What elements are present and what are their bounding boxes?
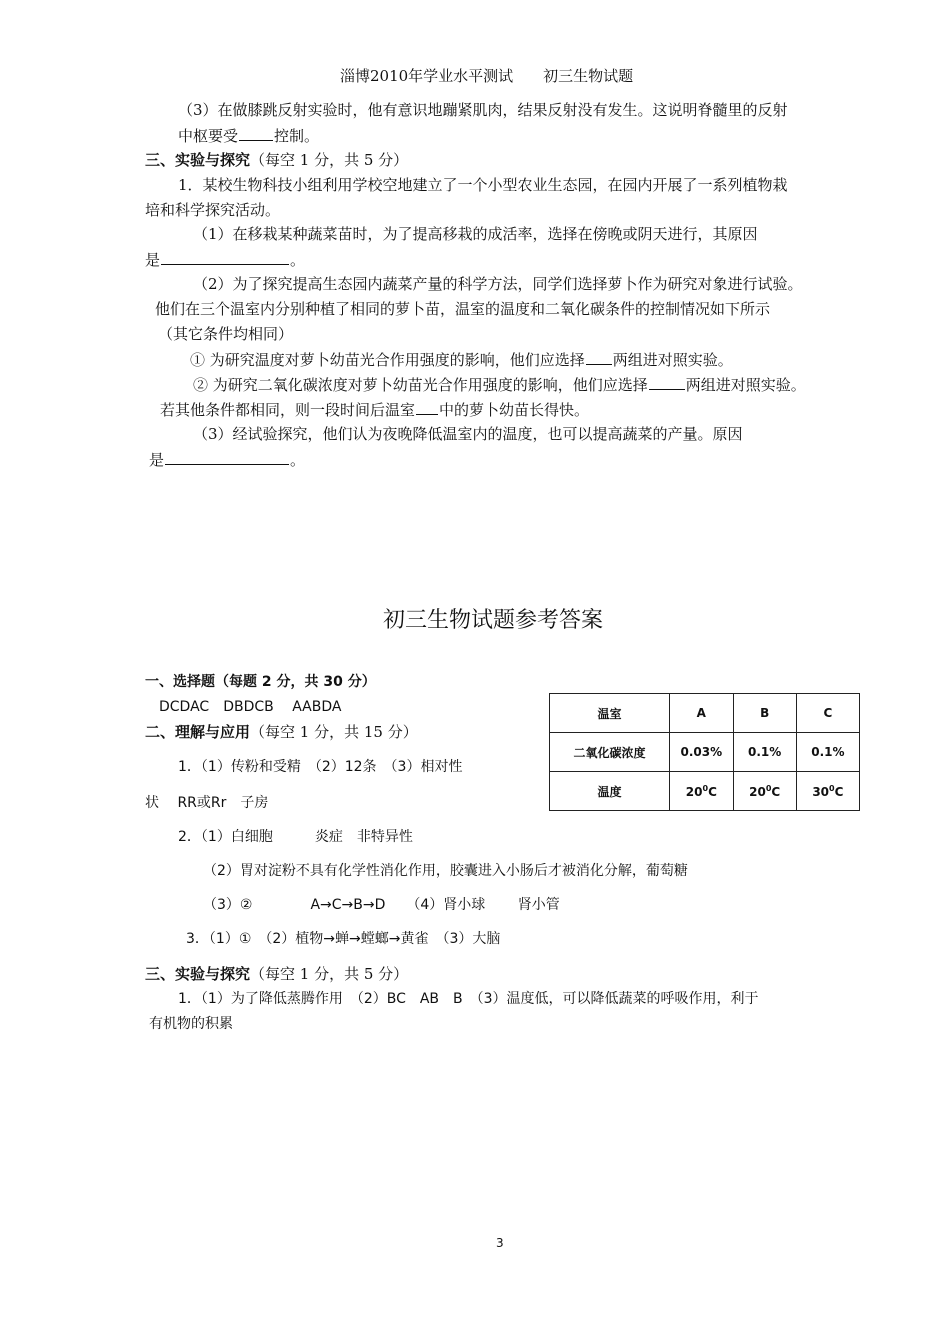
answer-a1-line2: 状 RR或Rr 子房 <box>145 795 269 811</box>
table-row-label: 温度 <box>550 772 670 811</box>
exam-p1-q2-line3: （其它条件均相同） <box>158 325 294 343</box>
exam-p1-q1-line1: （1）在移栽某种蔬菜苗时，为了提高移栽的成活率，选择在傍晚或阴天进行，其原因 <box>193 225 758 243</box>
exam-p1-q3-line2: 是 。 <box>149 451 306 469</box>
answer-key-title: 初三生物试题参考答案 <box>383 608 604 633</box>
table-header-cell: C <box>796 694 859 733</box>
exam-p1-sub3: 若其他条件都相同，则一段时间后温室 中的萝卜幼苗长得快。 <box>160 401 590 419</box>
answer-blank <box>165 449 289 465</box>
exam-q3-line2: 中枢要受 控制。 <box>178 127 320 145</box>
exam-section3-heading: 三、实验与探究（每空 1 分，共 5 分） <box>145 151 409 169</box>
page-header: 淄博2010年学业水平测试 初三生物试题 <box>340 67 634 85</box>
table-cell: $20^0C$ <box>733 772 796 811</box>
answer-a1-line1: 1．（1）传粉和受精 （2）12条 （3）相对性 <box>178 759 463 775</box>
exam-p1-q2-line2: 他们在三个温室内分别种植了相同的萝卜苗，温室的温度和二氧化碳条件的控制情况如下所示 <box>155 300 771 318</box>
table-row <box>550 772 860 811</box>
answer-b1-line2: 有机物的积累 <box>149 1016 233 1032</box>
table-cell: 0.1% <box>796 733 859 772</box>
table-cell: $20^0C$ <box>670 772 733 811</box>
table-header-cell: B <box>733 694 796 733</box>
table-cell: 0.1% <box>733 733 796 772</box>
table-cell: 0.03% <box>670 733 733 772</box>
answer-blank <box>239 125 273 141</box>
answer-a2-line1: 2．（1）白细胞 炎症 非特异性 <box>178 829 413 845</box>
table-header-cell: 温室 <box>550 694 670 733</box>
answer-a2-line3: （3）② A→C→B→D （4）肾小球 肾小管 <box>203 897 560 913</box>
exam-p1-sub2: ② 为研究二氧化碳浓度对萝卜幼苗光合作用强度的影响，他们应选择 两组进对照实验。 <box>193 376 806 394</box>
answer-blank <box>161 249 289 265</box>
exam-p1-q3-line1: （3）经试验探究，他们认为夜晚降低温室内的温度，也可以提高蔬菜的产量。原因 <box>193 425 743 443</box>
answer-blank <box>586 349 612 365</box>
answer-section1-answers: DCDAC DBDCB AABDA <box>159 699 342 715</box>
table-header-cell: A <box>670 694 733 733</box>
exam-p1-q1-line2: 是 。 <box>145 251 306 269</box>
exam-p1-line1: 1．某校生物科技小组利用学校空地建立了一个小型农业生态园，在园内开展了一系列植物栽 <box>178 176 788 194</box>
answer-b1-line1: 1．（1）为了降低蒸腾作用 （2）BC AB B （3）温度低，可以降低蔬菜的呼吸作用，利于 <box>178 991 759 1007</box>
page-number: 3 <box>496 1236 504 1250</box>
answer-section3-heading: 三、实验与探究（每空 1 分，共 5 分） <box>145 965 409 983</box>
table-row <box>550 733 860 772</box>
exam-p1-sub1: ① 为研究温度对萝卜幼苗光合作用强度的影响，他们应选择 两组进对照实验。 <box>190 351 733 369</box>
table-row <box>550 694 860 733</box>
answer-a2-line2: （2）胃对淀粉不具有化学性消化作用，胶囊进入小肠后才被消化分解，葡萄糖 <box>203 863 688 879</box>
table-row-label: 二氧化碳浓度 <box>550 733 670 772</box>
answer-a3-line1: 3．（1）① （2）植物→蝉→螳螂→黄雀 （3）大脑 <box>186 931 501 947</box>
answer-section1-heading: 一、选择题（每题 2 分，共 30 分） <box>145 674 376 690</box>
exam-q3-line1: （3）在做膝跳反射实验时，他有意识地蹦紧肌肉，结果反射没有发生。这说明脊髓里的反射 <box>178 101 788 119</box>
table-cell: $30^0C$ <box>796 772 859 811</box>
exam-p1-line2: 培和科学探究活动。 <box>145 201 281 219</box>
exam-p1-q2-line1: （2）为了探究提高生态园内蔬菜产量的科学方法，同学们选择萝卜作为研究对象进行试验。 <box>193 275 803 293</box>
answer-section2-heading: 二、理解与应用（每空 1 分，共 15 分） <box>145 723 418 741</box>
greenhouse-conditions-table <box>549 693 860 811</box>
answer-blank <box>416 399 438 415</box>
answer-blank <box>649 374 685 390</box>
